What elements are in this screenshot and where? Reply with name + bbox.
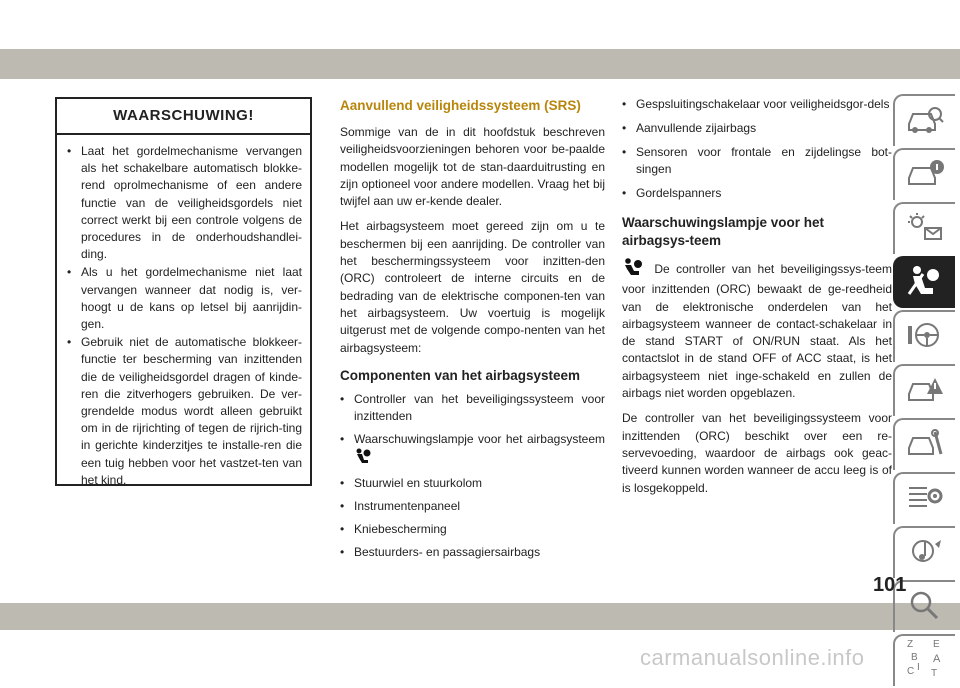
car-info-icon <box>905 158 945 193</box>
component-item: • Gespsluitingschakelaar voor veiligheidsgor-dels <box>622 96 892 113</box>
page-number: 101 <box>873 574 907 596</box>
lamp-title: Waarschuwingslampje voor het airbagsys-teem <box>622 215 825 248</box>
component-item: • Stuurwiel en stuurkolom <box>340 475 605 492</box>
lamp-column <box>622 96 892 497</box>
index-letter: B <box>911 651 918 663</box>
components-title: Componenten van het airbagsysteem <box>340 367 581 383</box>
index-letter: A <box>933 652 941 665</box>
sidebar-item-car-info[interactable] <box>893 148 955 200</box>
component-item: • Controller van het beveiligingssysteem voor inzittenden <box>340 391 605 425</box>
component-item: • Bestuurders- en passagiersairbags <box>340 544 605 561</box>
index-letter: I <box>917 661 920 673</box>
search-icon <box>905 590 945 625</box>
srs-column <box>340 96 605 567</box>
warning-item: • Laat het gordelmechanisme vervangen als het schakelbare automatisch blokke-rend oprolmechanisme of een andere functie van de veiligheidsgordels niet correct werkt bij een controle volgens de procedures in de onderhoudshandlei-ding. <box>65 143 302 263</box>
sidebar-item-steering-wheel[interactable] <box>893 310 955 362</box>
component-item: • Gordelspanners <box>622 185 892 202</box>
warning-list <box>57 135 310 489</box>
warning-item: • Als u het gordelmechanisme niet laat vervangen wanneer dat nodig is, ver-hoogt u de kans op letsel bij aanrijdin-gen. <box>65 264 302 333</box>
index-letter: Z <box>907 638 914 650</box>
sidebar-item-car-warning[interactable] <box>893 364 955 416</box>
bottom-band <box>0 603 960 630</box>
sidebar-item-car-search[interactable] <box>893 94 955 146</box>
chapter-sidebar <box>893 94 955 688</box>
component-item <box>340 431 605 469</box>
music-nav-icon <box>905 536 945 571</box>
top-band <box>0 49 960 79</box>
lamp-paragraph-1 <box>622 258 892 402</box>
airbag-warning-icon <box>354 448 372 469</box>
srs-paragraph-1: Sommige van de in dit hoofdstuk beschreven veiligheidsvoorzieningen behoren voor be-paalde modellen mogelijk tot de stan-daarduitrusting en zijn optioneel voor andere modellen. Vraag het bij twijfel aan uw er-kende dealer. <box>340 125 605 209</box>
srs-title: Aanvullend veiligheidssysteem (SRS) <box>340 98 581 113</box>
lights-mail-icon <box>905 212 945 247</box>
component-item: • Aanvullende zijairbags <box>622 120 892 137</box>
warning-title: WAARSCHUWING! <box>57 99 310 135</box>
car-warning-icon <box>905 374 945 409</box>
components-list-continued <box>622 96 892 202</box>
sidebar-item-music-nav[interactable] <box>893 526 955 578</box>
sidebar-item-seat-airbag[interactable] <box>893 256 955 308</box>
index-letters-icon <box>903 636 947 687</box>
seat-airbag-icon <box>905 264 945 303</box>
warning-box <box>55 97 312 486</box>
lamp-paragraph-1-text: De controller van het beveiligingssys-teem voor inzittenden (ORC) bewaakt de ge-reedheid van de elektronische onderdelen van het airbagsysteem wanneer de contact-schakelaar in de stand START of ON/RUN staat. Als het contactslot in de stand OFF of ACC staat, is het airbagsysteem niet inge-schakeld en zullen de airbags niet worden opgeblazen. <box>622 262 892 401</box>
airbag-warning-icon <box>622 258 648 281</box>
component-item: • Instrumentenpaneel <box>340 498 605 515</box>
component-item-label: Waarschuwingslampje voor het airbagsysteem <box>354 431 605 446</box>
lamp-paragraph-2: De controller van het beveiligingssysteem voor inzittenden (ORC) beschikt over een re-servevoeding, waardoor de airbags ook geac-tiveerd kunnen worden wanneer de accu leeg is of is losgekoppeld. <box>622 411 892 495</box>
srs-paragraph-2: Het airbagsysteem moet gereed zijn om u te beschermen bij een aanrijding. De controller van het beschermingssysteem voor inzitten-den (ORC) controleert de interne circuits en de bedrading van de elektrische componen-ten van het airbagsysteem. Uw voertuig is mogelijk uitgerust met de volgende compo-nenten van het airbagsysteem: <box>340 219 605 355</box>
warning-item: • Gebruik niet de automatische blokkeer-functie ter bescherming van inzittenden die de veiligheidsgordel dragen of kinde-ren die zitverhogers gebruiken. De ver-grendelde modus wordt alleen gebruikt om in de rijrichting of tegen de rijrich-ting in gerichte kinderzitjes te installe-ren die een tuig hebben voor het vastzet-ten van het kind. <box>65 334 302 489</box>
component-item: • Kniebescherming <box>340 521 605 538</box>
index-letter: T <box>931 667 938 679</box>
components-list <box>340 391 605 561</box>
steering-wheel-icon <box>905 320 945 355</box>
sidebar-item-index[interactable] <box>893 634 955 686</box>
index-letter: E <box>933 638 940 650</box>
index-letter: C <box>907 665 915 677</box>
sidebar-item-settings-list[interactable] <box>893 472 955 524</box>
car-search-icon <box>905 104 945 139</box>
settings-list-icon <box>905 482 945 517</box>
sidebar-item-car-wrench[interactable] <box>893 418 955 470</box>
sidebar-item-lights-mail[interactable] <box>893 202 955 254</box>
car-wrench-icon <box>905 428 945 463</box>
component-item: • Sensoren voor frontale en zijdelingse bot-singen <box>622 144 892 178</box>
watermark: carmanualsonline.info <box>640 645 865 670</box>
